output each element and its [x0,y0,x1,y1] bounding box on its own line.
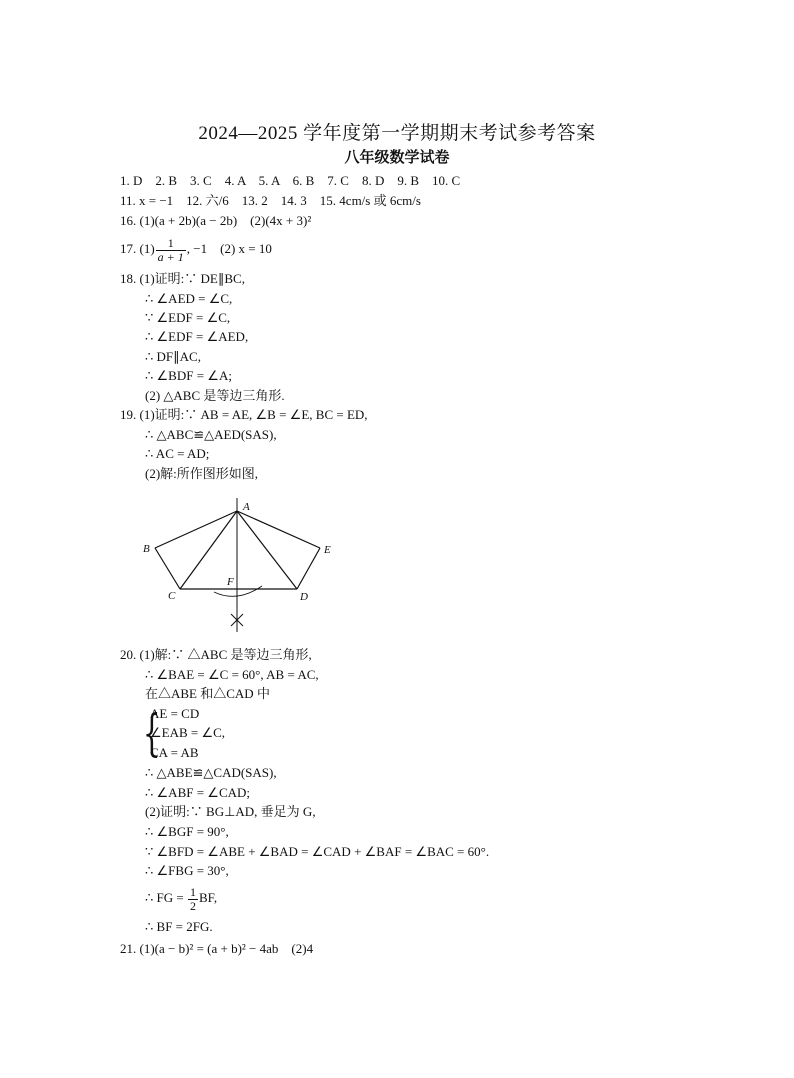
label-b: B [143,543,150,555]
q20-fraction-line [145,884,217,913]
label-d: D [300,591,308,603]
q20-line: ∴ △ABE≌△CAD(SAS), [145,765,277,780]
q20-line: ∵ ∠BFD = ∠ABE + ∠BAD = ∠CAD + ∠BAF = ∠BAC = 60°. [145,844,490,859]
q20-system-line: CA = AB [150,745,199,760]
q20-line: ∴ ∠BGF = 90°, [145,824,229,839]
segment-ab [155,511,237,548]
q18-line: 18. (1)证明:∵ DE∥BC, [120,271,245,286]
fraction-suffix: BF, [198,890,218,905]
answers-1-10: 1. D 2. B 3. C 4. A 5. A 6. B 7. C 8. D 9. B 10. C [120,173,461,188]
q18-line: ∴ ∠AED = ∠C, [145,291,233,306]
q19-line: 19. (1)证明:∵ AB = AE, ∠B = ∠E, BC = ED, [120,407,368,422]
q19-line: ∴ △ABC≌△AED(SAS), [145,427,277,442]
q18-line: ∴ ∠BDF = ∠A; [145,368,232,383]
answer-17 [120,234,272,264]
fraction-denominator: 2 [189,898,196,913]
q20-line: ∴ ∠FBG = 30°, [145,863,229,878]
label-e: E [324,544,331,556]
fraction-denominator: a + 1 [157,249,184,264]
q18-line: (2) △ABC 是等边三角形. [145,388,285,403]
q20-system-line: AE = CD [150,706,200,721]
q18-line: ∴ ∠EDF = ∠AED, [145,329,249,344]
label-f: F [227,576,234,588]
page-subtitle: 八年级数学试卷 [344,148,450,166]
segment-bc [155,548,180,589]
answer-21: 21. (1)(a − b)² = (a + b)² − 4ab (2)4 [120,941,314,956]
q19-line: ∴ AC = AD; [145,446,210,461]
fraction-prefix: ∴ FG = [145,890,187,905]
segment-ed [297,548,320,589]
system-brace: { [143,704,161,762]
segment-ad [237,511,297,589]
q20-line: ∴ BF = 2FG. [145,919,213,934]
fraction-numerator: 1 [156,237,186,251]
answer-17-fraction [156,237,186,264]
q20-line: 在△ABE 和△CAD 中 [145,686,270,701]
q20-line: ∴ ∠ABF = ∠CAD; [145,785,251,800]
fraction-numerator: 1 [189,884,196,899]
one-half-fraction [188,886,198,913]
label-c: C [168,590,176,602]
q18-line: ∴ DF∥AC, [145,349,201,364]
page-title: 2024—2025 学年度第一学期期末考试参考答案 [198,123,596,144]
answer-17-prefix: 17. (1) [120,241,155,256]
answer-17-suffix: , −1 (2) x = 10 [186,241,272,256]
q20-line: (2)证明:∵ BG⊥AD, 垂足为 G, [145,804,316,819]
answers-11-15: 11. x = −1 12. 六/6 13. 2 14. 3 15. 4cm/s 或 6cm/s [120,193,421,208]
q20-line: ∴ ∠BAE = ∠C = 60°, AB = AC, [145,667,319,682]
label-a: A [243,501,250,513]
answer-16: 16. (1)(a + 2b)(a − 2b) (2)(4x + 3)² [120,213,312,228]
q20-system-line: ∠EAB = ∠C, [150,725,226,740]
geometry-figure [140,495,340,635]
q18-line: ∵ ∠EDF = ∠C, [145,310,231,325]
segment-ae [237,511,320,548]
q20-line: 20. (1)解:∵ △ABC 是等边三角形, [120,647,312,662]
construction-arc [214,586,262,596]
q19-line: (2)解:所作图形如图, [145,466,259,481]
